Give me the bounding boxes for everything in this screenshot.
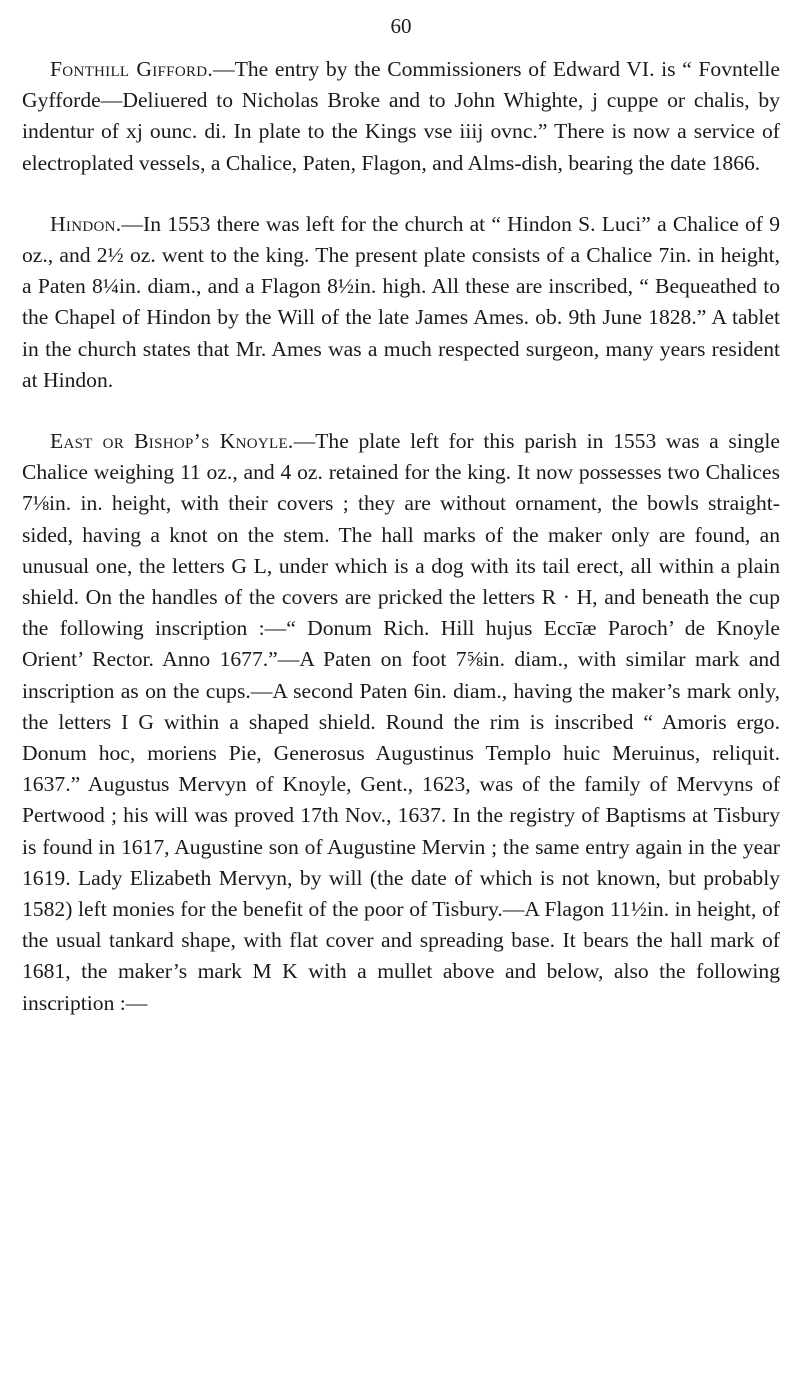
paragraph-text: —In 1553 there was left for the church at “ Hindon S. Luci” a Chalice of 9 oz., and 2½ oz. went to the king. The present plate consists of a Chalice 7in. in height, a Paten 8¼in. diam., and a Flagon 8½in. high. All these are inscribed, “ Bequeathed to the Chapel of Hindon by the Will of the late James Ames. ob. 9th June 1828.” A tablet in the church states that Mr. Ames was a much respected surgeon, many years resident at Hindon. (22, 211, 780, 392)
paragraph-text: —The plate left for this parish in 1553 was a single Chalice weighing 11 oz., and 4 oz. retained for the king. It now possesses two Chalices 7⅛in. in. height, with their covers ; they are without ornament, the bowls straight-sided, having a knot on the stem. The hall marks of the maker only are found, an unusual one, the letters G L, under which is a dog with its tail erect, all within a plain shield. On the handles of the covers are pricked the letters R · H, and beneath the cup the following inscription :—“ Donum Rich. Hill hujus Eccīæ Paroch’ de Knoyle Orient’ Rector. Anno 1677.”—A Paten on foot 7⅝in. diam., with similar mark and inscription as on the cups.—A second Paten 6in. diam., having the maker’s mark only, the letters I G within a shaped shield. Round the rim is inscribed “ Amoris ergo. Donum hoc, moriens Pie, Generosus Augustinus Templo huic Meruinus, reliquit. 1637.” Augustus Mervyn of Knoyle, Gent., 1623, was of the family of Mervyns of Pertwood ; his will was proved 17th Nov., 1637. In the registry of Baptisms at Tisbury is found in 1617, Augustine son of Augustine Mervin ; the same entry again in the year 1619. Lady Elizabeth Mervyn, by will (the date of which is not known, but probably 1582) left monies for the benefit of the poor of Tisbury.—A Flagon 11½in. in height, of the usual tankard shape, with flat cover and spreading base. It bears the hall mark of 1681, the maker’s mark M K with a mullet above and below, also the following inscription :— (22, 429, 780, 1015)
page-number: 60 (390, 14, 412, 38)
document-page (22, 12, 780, 1019)
paragraph-heading: Fonthill Gifford. (50, 57, 214, 81)
paragraph-fonthill-gifford (22, 54, 780, 179)
paragraph-heading: Hindon. (50, 211, 122, 236)
paragraph-east-knoyle (22, 426, 780, 1019)
paragraph-text: —The entry by the Commissioners of Edward VI. is “ Fovntelle Gyfforde—Deliuered to Nicholas Broke and to John Whighte, j cuppe or chalis, by indentur of xj ounc. di. In plate to the Kings vse iiij ovnc.” There is now a service of electroplated vessels, a Chalice, Paten, Flagon, and Alms-dish, bearing the date 1866. (22, 57, 780, 175)
paragraph-heading: East or Bishop’s Knoyle. (50, 429, 294, 454)
paragraph-hindon (22, 209, 780, 396)
